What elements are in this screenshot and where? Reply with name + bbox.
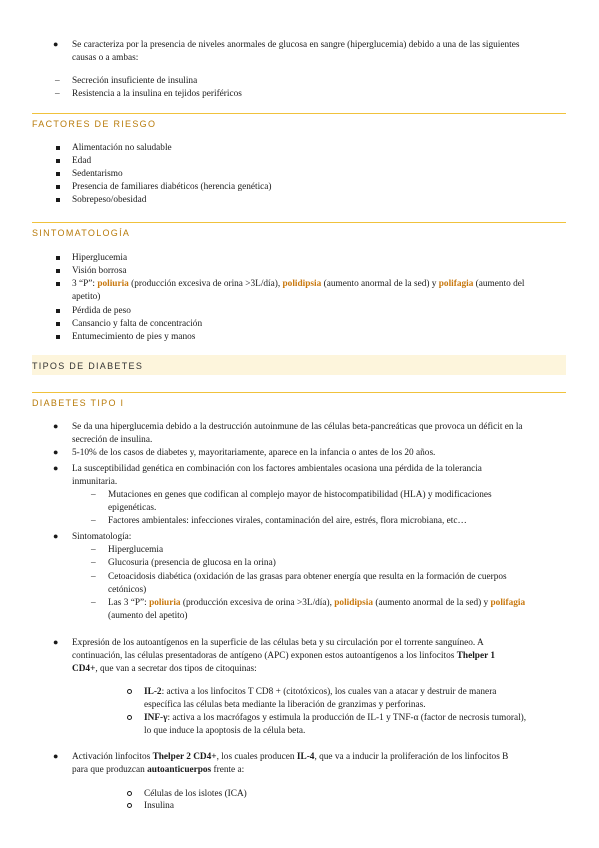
tipo1-subitem: Factores ambientales: infecciones virales, contaminación del aire, estrés, flora microbiana, etc… bbox=[108, 516, 467, 526]
bullet-dot: ● bbox=[53, 421, 59, 431]
keyword-poliuria: poliuria bbox=[149, 598, 181, 608]
text-run: 3 “P”: bbox=[72, 279, 98, 289]
dash-marker: – bbox=[91, 572, 96, 582]
dash-marker: – bbox=[55, 76, 60, 86]
section-heading-tipos: TIPOS DE DIABETES bbox=[32, 355, 566, 375]
text-run: , que van a secretar dos tipos de citoquinas: bbox=[95, 664, 257, 674]
section-heading-factores: FACTORES DE RIESGO bbox=[32, 113, 566, 130]
cytokine-item bbox=[144, 686, 496, 699]
keyword-polifagia: polifagia bbox=[438, 279, 474, 289]
tipo1-subitem: Cetoacidosis diabética (oxidación de las grasas para obtener energía que resulta en la formación de cuerpos bbox=[108, 572, 507, 582]
factor-item: Edad bbox=[72, 156, 92, 166]
section-heading-sintomatologia: SINTOMATOLOGÍA bbox=[32, 222, 566, 239]
symptom-item: Visión borrosa bbox=[72, 266, 127, 276]
square-bullet bbox=[56, 256, 60, 260]
dash-marker: – bbox=[91, 516, 96, 526]
tipo1-text-line bbox=[72, 764, 244, 777]
text-run: (producción excesiva de orina >3L/día), bbox=[128, 279, 283, 289]
dash-marker: – bbox=[55, 89, 60, 99]
keyword-infg: INF-γ bbox=[144, 713, 168, 723]
text-run: : activa a los linfocitos T CD8 + (citotóxicos), los cuales van a atacar y destruir de manera bbox=[161, 687, 497, 697]
tipo1-text-line bbox=[72, 751, 508, 764]
text-run: Activación linfocitos bbox=[72, 752, 153, 762]
tipo1-text-line bbox=[72, 663, 257, 676]
tipo1-subitem: Mutaciones en genes que codifican al complejo mayor de histocompatibilidad (HLA) y modificaciones bbox=[108, 490, 492, 500]
factor-item: Sobrepeso/obesidad bbox=[72, 195, 147, 205]
intro-text-line1: Se caracteriza por la presencia de niveles anormales de glucosa en sangre (hiperglucemia) debido a una de las siguientes bbox=[72, 40, 520, 50]
target-item: Insulina bbox=[144, 801, 174, 811]
square-bullet bbox=[56, 172, 60, 176]
bullet-dot: ● bbox=[53, 39, 59, 49]
symptom-item-3p bbox=[72, 278, 524, 291]
text-run: (producción excesiva de orina >3L/día), bbox=[180, 598, 335, 608]
keyword-cd4: CD4+ bbox=[72, 664, 96, 674]
tipo1-text: 5-10% de los casos de diabetes y, mayoritariamente, aparece en la infancia o antes de los 20 años. bbox=[72, 448, 436, 458]
keyword-il2: IL-2 bbox=[144, 687, 162, 697]
target-item: Células de los islotes (ICA) bbox=[144, 789, 247, 799]
symptom-item: Hiperglucemia bbox=[72, 253, 128, 263]
square-bullet bbox=[56, 159, 60, 163]
tipo1-subitem: Hiperglucemia bbox=[108, 545, 164, 555]
section-heading-tipo1: DIABETES TIPO I bbox=[32, 392, 566, 409]
dash-marker: – bbox=[91, 558, 96, 568]
text-run: (aumento anormal de la sed) y bbox=[373, 598, 491, 608]
symptom-item: Entumecimiento de pies y manos bbox=[72, 332, 196, 342]
square-bullet bbox=[56, 309, 60, 313]
keyword-poliuria: poliuria bbox=[97, 279, 129, 289]
factor-item: Presencia de familiares diabéticos (herencia genética) bbox=[72, 182, 272, 192]
text-run: : activa a los macrófagos y estimula la producción de IL-1 y TNF-α (factor de necrosis tumoral), bbox=[167, 713, 527, 723]
factor-item: Alimentación no saludable bbox=[72, 143, 172, 153]
square-bullet bbox=[56, 322, 60, 326]
intro-text-line2: causas o a ambas: bbox=[72, 53, 139, 63]
intro-dash-1: Secreción insuficiente de insulina bbox=[72, 76, 198, 86]
tipo1-text: secreción de insulina. bbox=[72, 435, 153, 445]
keyword-thelper2: Thelper 2 CD4+ bbox=[152, 752, 217, 762]
text-run: Las 3 “P”: bbox=[108, 598, 150, 608]
symptom-item: Cansancio y falta de concentración bbox=[72, 319, 203, 329]
tipo1-subitem-3p bbox=[108, 597, 525, 610]
bullet-dot: ● bbox=[53, 751, 59, 761]
tipo1-subitem: cetónicos) bbox=[108, 585, 147, 595]
text-run: (aumento del bbox=[473, 279, 525, 289]
text-run: , que va a inducir la proliferación de los linfocitos B bbox=[314, 752, 509, 762]
tipo1-subitem: Glucosuria (presencia de glucosa en la orina) bbox=[108, 558, 276, 568]
bullet-dot: ● bbox=[53, 531, 59, 541]
dash-marker: – bbox=[91, 598, 96, 608]
circle-bullet bbox=[127, 803, 132, 808]
text-run: , los cuales producen bbox=[216, 752, 297, 762]
text-run: frente a: bbox=[211, 765, 245, 775]
square-bullet bbox=[56, 282, 60, 286]
tipo1-text: Se da una hiperglucemia debido a la destrucción autoinmune de las células beta-pancreáticas que provoca un déficit en la bbox=[72, 422, 523, 432]
tipo1-subitem: (aumento del apetito) bbox=[108, 611, 188, 621]
text-run: (aumento anormal de la sed) y bbox=[321, 279, 439, 289]
circle-bullet bbox=[127, 791, 132, 796]
keyword-il4: IL-4 bbox=[296, 752, 315, 762]
intro-dash-2: Resistencia a la insulina en tejidos periféricos bbox=[72, 89, 242, 99]
dash-marker: – bbox=[91, 545, 96, 555]
tipo1-text: inmunitaria. bbox=[72, 477, 118, 487]
tipo1-text-line bbox=[72, 650, 495, 663]
tipo1-text: Sintomatología: bbox=[72, 532, 132, 542]
keyword-thelper1: Thelper 1 bbox=[456, 651, 496, 661]
dash-marker: – bbox=[91, 490, 96, 500]
factor-item: Sedentarismo bbox=[72, 169, 123, 179]
bullet-dot: ● bbox=[53, 447, 59, 457]
square-bullet bbox=[56, 269, 60, 273]
bullet-dot: ● bbox=[53, 637, 59, 647]
symptom-item: Pérdida de peso bbox=[72, 306, 131, 316]
keyword-polidipsia: polidipsia bbox=[334, 598, 374, 608]
bullet-dot: ● bbox=[53, 463, 59, 473]
square-bullet bbox=[56, 335, 60, 339]
square-bullet bbox=[56, 198, 60, 202]
square-bullet bbox=[56, 146, 60, 150]
symptom-item-3p-line2: apetito) bbox=[72, 292, 101, 302]
tipo1-subitem: epigenéticas. bbox=[108, 503, 157, 513]
keyword-autoanticuerpos: autoanticuerpos bbox=[147, 765, 212, 775]
cytokine-item-line2: específica las células beta mediante la liberación de granzimas y perforinas. bbox=[144, 700, 426, 710]
circle-bullet bbox=[127, 689, 132, 694]
tipo1-text: La susceptibilidad genética en combinación con los factores ambientales ocasiona una pérdida de la tolerancia bbox=[72, 464, 482, 474]
cytokine-item bbox=[144, 712, 526, 725]
cytokine-item-line2: lo que induce la apoptosis de la célula beta. bbox=[144, 726, 306, 736]
text-run: continuación, las células presentadoras de antígeno (APC) exponen estos autoantígenos a los linfocitos bbox=[72, 651, 457, 661]
circle-bullet bbox=[127, 715, 132, 720]
keyword-polifagia: polifagia bbox=[490, 598, 526, 608]
tipo1-text: Expresión de los autoantígenos en la superficie de las células beta y su circulación por el torrente sanguíneo. A bbox=[72, 638, 484, 648]
keyword-polidipsia: polidipsia bbox=[282, 279, 322, 289]
square-bullet bbox=[56, 185, 60, 189]
text-run: para que produzcan bbox=[72, 765, 148, 775]
